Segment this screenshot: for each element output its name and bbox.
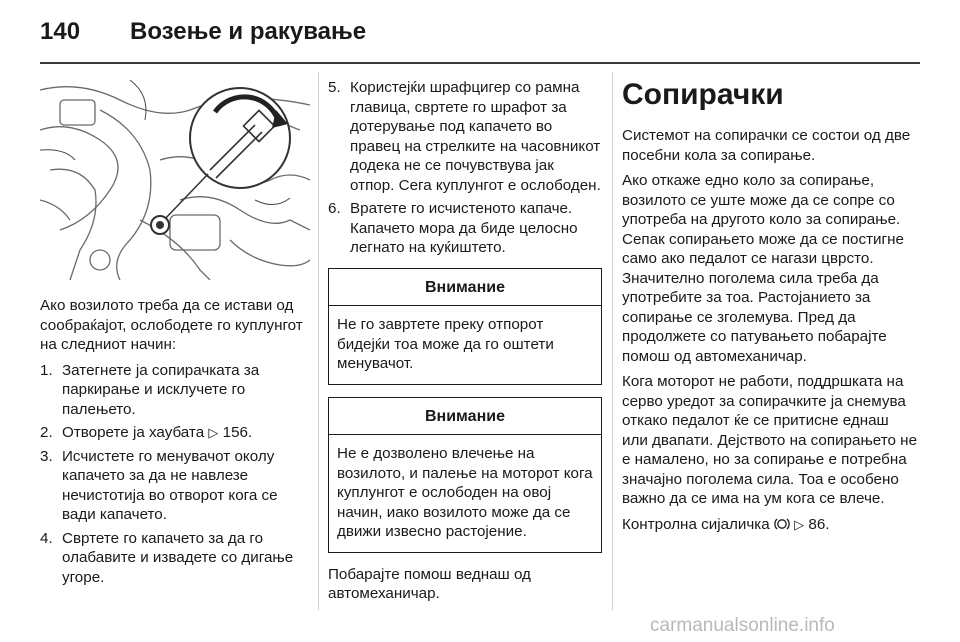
- header-rule: [40, 62, 920, 64]
- list-item: 4. Свртете го капачето за да го олабавите и извадете со дигање угоре.: [40, 529, 294, 586]
- control-light-ref: Контролна сијаличка ▷ 86.: [622, 515, 830, 533]
- list-item: 3. Исчистете го менувачот околу капачето за да не навлезе нечистотија во отворот кога се вади капачето.: [40, 447, 278, 523]
- release-intro: Ако возилото треба да се истави од сообраќајот, ослободете го куплунгот на следниот начин:: [40, 297, 303, 353]
- release-steps-list: [40, 361, 310, 588]
- notice-title: Внимание: [329, 398, 601, 436]
- notice-box-2: [328, 397, 602, 553]
- column-divider: [318, 72, 319, 610]
- notice-box-1: [328, 268, 602, 385]
- notice-body: Не е дозволено влечење на возилото, и палење на моторот кога куплунгот е ослободен на овој начин, иако возилото може да се движи извесно растојение.: [337, 445, 593, 540]
- paragraph: Ако откаже едно коло за сопирање, возилото се уште може да се сопре со употреба на другото коло за сопирање. Сепак сопирањето може да се постигне само ако педалот се нагази цврсто. Значително поголема сила треба да употребите за тоа. Растојанието за сопирање се зголемува. Пред да продолжете со патувањето побарајте помош од автомеханичар.: [622, 172, 904, 365]
- section-heading: Сопирачки: [622, 78, 784, 111]
- triangle-right-icon: ▷: [208, 425, 219, 440]
- engine-bay-drawing: [40, 70, 310, 280]
- clutch-illustration: [40, 70, 310, 280]
- page-number: 140: [40, 18, 81, 45]
- paragraph: Кога моторот не работи, поддршката на серво уредот за сопирачките ја снемува откако педалот ќе се притисне еднаш или двапати. Дејството на сопирањето не е намалено, но за сопирање е потребна значајно поголема сила. Тоа е особено важно да се има на ум кога се влече.: [622, 373, 918, 507]
- watermark: carmanualsonline.info: [650, 615, 835, 636]
- paragraph: Системот на сопирачки се состои од две посебни кола за сопирање.: [622, 127, 911, 164]
- release-steps-continued: [328, 78, 602, 258]
- closing-text: Побарајте помош веднаш од автомеханичар.: [328, 565, 531, 602]
- list-item: 5. Користејќи шрафцигер со рамна главица, свртете го шрафот за дотерување под капачето во правец на стрелките на часовникот додека не се почувствува јак отпор. Сега куплунгот е ослободен.: [328, 79, 601, 194]
- notice-title: Внимание: [329, 269, 601, 307]
- list-item: 6. Вратете го исчистеното капаче. Капачето мора да биде целосно легнато на куќиштето.: [328, 200, 578, 256]
- column-2: [328, 78, 602, 610]
- page-header: [40, 0, 920, 62]
- page-ref-link[interactable]: 86.: [808, 515, 830, 533]
- column-divider: [612, 72, 613, 610]
- column-3: [622, 78, 918, 540]
- notice-body: Не го завртете преку отпорот бидејќи тоа може да го оштети менувачот.: [337, 316, 554, 372]
- list-item: 1. Затегнете ја сопирачката за паркирање и исклучете го палењето.: [40, 361, 260, 418]
- page-title: Возење и ракување: [130, 18, 367, 45]
- page-ref-link[interactable]: 156.: [222, 424, 253, 441]
- column-1: [40, 70, 310, 591]
- list-item: 2. Отворете ја хаубата ▷ 156.: [40, 424, 253, 441]
- brake-warning-icon: [774, 516, 790, 532]
- triangle-right-icon: ▷: [794, 516, 805, 532]
